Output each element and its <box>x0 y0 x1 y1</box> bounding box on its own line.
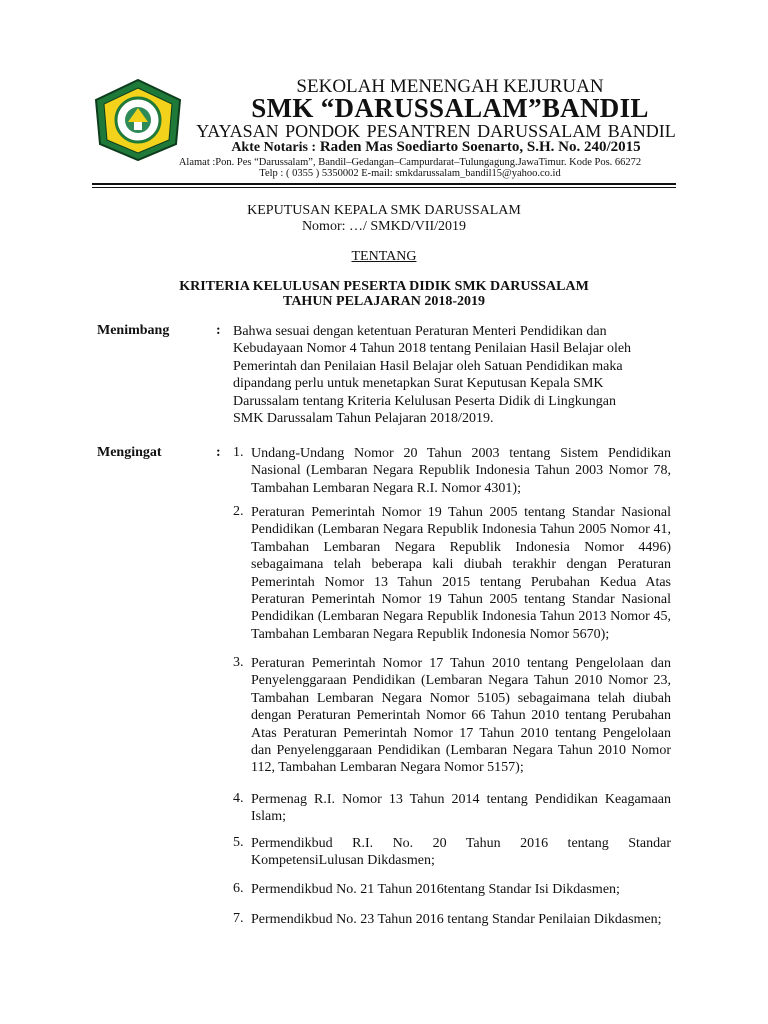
mengingat-label: Mengingat <box>97 445 162 460</box>
menimbang-line: Darussalam tentang Kriteria Kelulusan Peserta Didik di Lingkungan <box>233 393 616 409</box>
menimbang-line: Kebudayaan Nomor 4 Tahun 2018 tentang Penilaian Hasil Belajar oleh <box>233 341 632 357</box>
foundation-name: YAYASAN PONDOK PESANTREN DARUSSALAM BANDIL <box>196 121 676 141</box>
list-item-text: Peraturan Pemerintah Nomor 19 Tahun 2005 tentang Standar Nasional Pendidikan (Lembaran Negara Republik Indonesia Tahun 2005 Nomor 41, Tambahan Lembaran Negara Republik Indonesia Nomor 4496) sebagaimana telah beberapa kali diubah terakhir dengan Peraturan Pemerintah Nomor 13 Tahun 2015 tentang Perubahan Kedua Atas Peraturan Pemerintah Nomor 19 Tahun 2005 tentang Standar Nasional Pendidikan (Lembaran Negara Republik Indonesia Tahun 2013 Nomor 45, Tambahan Lembaran Negara Republik Indonesia Nomor 5670); <box>251 505 671 642</box>
decree-subject-line2: TAHUN PELAJARAN 2018-2019 <box>283 294 485 309</box>
list-item-text: Permendikbud R.I. No. 20 Tahun 2016 tentang Standar KompetensiLulusan Dikdasmen; <box>251 836 671 869</box>
list-item-number: 3. <box>233 655 244 670</box>
notary-value: Raden Mas Soediarto Soenarto, S.H. No. 240/2015 <box>319 139 641 155</box>
header-divider-thin <box>92 187 676 188</box>
notary-label: Akte Notaris : <box>231 140 317 155</box>
menimbang-line: Bahwa sesuai dengan ketentuan Peraturan Menteri Pendidikan dan <box>233 324 607 339</box>
list-item-text: Peraturan Pemerintah Nomor 17 Tahun 2010 tentang Pengelolaan dan Penyelenggaraan Pendidikan (Lembaran Negara Tahun 2010 Nomor 23, Tambahan Lembaran Negara Nomor 5105) sebagaimana telah diubah dengan Peraturan Pemerintah Nomor 66 Tahun 2010 tentang Perubahan Atas Peraturan Pemerintah Nomor 17 Tahun 2010 tentang Pengelolaan dan Penyelenggaraan Pendidikan (Lembaran Negara Tahun 2010 Nomor 112, Tambahan Lembaran Negara Nomor 5157); <box>251 656 671 776</box>
header-divider-thick <box>92 183 676 185</box>
decree-about: TENTANG <box>351 249 417 264</box>
list-item-number: 5. <box>233 835 244 850</box>
decree-heading: KEPUTUSAN KEPALA SMK DARUSSALAM <box>247 203 521 218</box>
list-item-number: 6. <box>233 881 244 896</box>
list-item-number: 4. <box>233 791 244 806</box>
menimbang-text <box>233 323 671 427</box>
list-item-text: Permendikbud No. 23 Tahun 2016 tentang Standar Penilaian Dikdasmen; <box>251 912 662 927</box>
decree-number: Nomor: …/ SMKD/VII/2019 <box>301 219 467 234</box>
menimbang-colon: : <box>216 323 221 338</box>
list-item-number: 2. <box>233 504 244 519</box>
decree-subject-line1: KRITERIA KELULUSAN PESERTA DIDIK SMK DARUSSALAM <box>179 279 589 294</box>
school-contact: Telp : ( 0355 ) 5350002 E-mail: smkdarussalam_bandil15@yahoo.co.id <box>259 168 561 179</box>
menimbang-label: Menimbang <box>97 323 170 338</box>
school-name: SMK “DARUSSALAM”BANDIL <box>251 93 649 123</box>
list-item-text: Permenag R.I. Nomor 13 Tahun 2014 tentang Pendidikan Keagamaan Islam; <box>251 792 671 825</box>
list-item-text: Undang-Undang Nomor 20 Tahun 2003 tentang Sistem Pendidikan Nasional (Lembaran Negara Republik Indonesia Tahun 2003 Nomor 78, Tambahan Lembaran Negara R.I. Nomor 4301); <box>251 446 671 496</box>
list-item-number: 1. <box>233 445 244 460</box>
notary-line <box>186 139 686 156</box>
menimbang-line: dipandang perlu untuk menetapkan Surat Keputusan Kepala SMK <box>233 376 604 392</box>
menimbang-line: Pemerintah dan Penilaian Hasil Belajar oleh Satuan Pendidikan maka <box>233 358 623 374</box>
school-type: SEKOLAH MENENGAH KEJURUAN <box>296 76 604 97</box>
school-address: Alamat :Pon. Pes “Darussalam”, Bandil–Gedangan–Campurdarat–Tulungagung.JawaTimur. Kode Pos. 66272 <box>178 157 642 168</box>
mengingat-colon: : <box>216 445 221 460</box>
menimbang-line: SMK Darussalam Tahun Pelajaran 2018/2019. <box>233 411 494 427</box>
list-item-number: 7. <box>233 911 244 926</box>
list-item-text: Permendikbud No. 21 Tahun 2016tentang Standar Isi Dikdasmen; <box>251 882 620 897</box>
